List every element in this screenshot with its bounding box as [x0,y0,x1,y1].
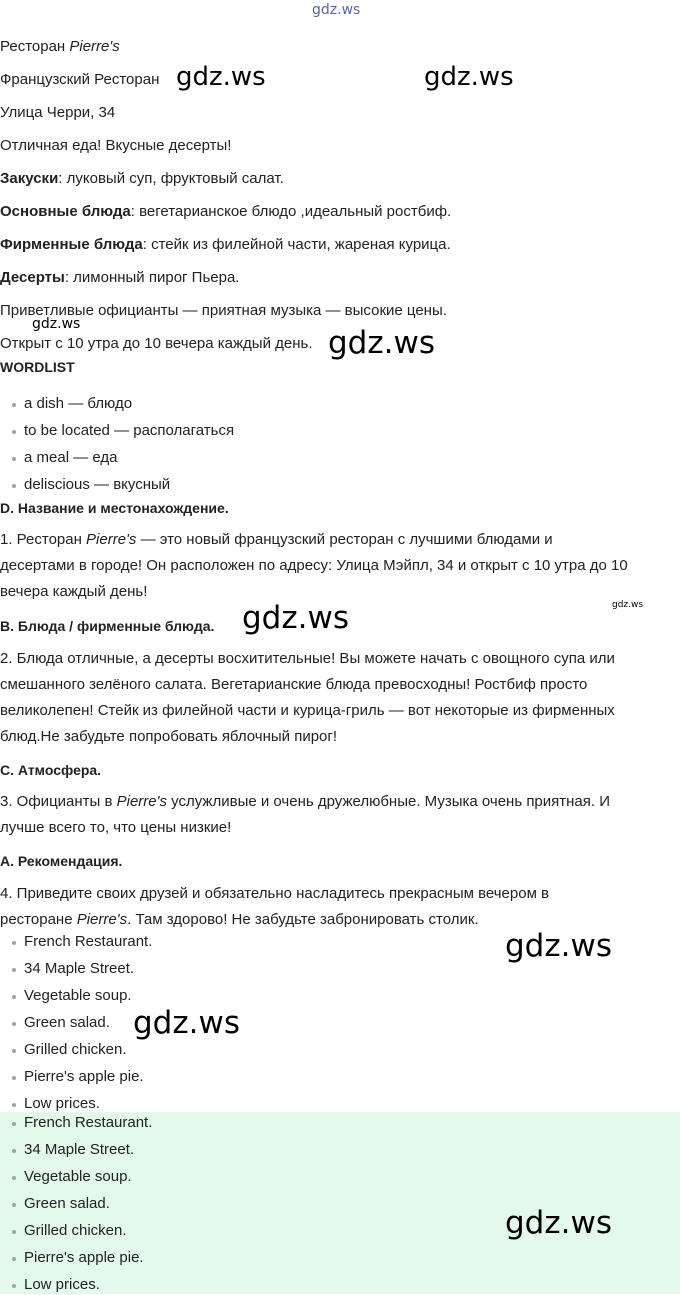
paragraph-2-line-3: великолепен! Стейк из филейной части и курица-гриль — вот некоторые из фирменных [0,702,615,719]
answer-item-highlighted: Green salad. [24,1195,110,1212]
answer-item-highlighted: Low prices. [24,1276,100,1293]
paragraph-3-line-2: лучше всего то, что цены низкие! [0,819,232,836]
top-watermark: gdz.ws [312,2,361,18]
paragraph-1-line-2: десертами в городе! Он расположен по адресу: Улица Мэйпл, 34 и открыт с 10 утра до 10 [0,557,628,574]
bullet [12,403,16,407]
watermark: gdz.ws [505,928,612,964]
watermark: gdz.ws [505,1205,612,1241]
bullet [12,1022,16,1026]
watermark: gdz.ws [242,600,349,636]
restaurant-name: Ресторан Pierre's [0,38,120,55]
section-c-title: C. Атмосфера. [0,762,102,778]
bullet [12,1176,16,1180]
hours-line: Открыт с 10 утра до 10 вечера каждый день. [0,335,313,352]
wordlist-item: a meal — еда [24,449,118,466]
answer-item: Pierre's apple pie. [24,1068,144,1085]
section-b-title: B. Блюда / фирменные блюда. [0,618,215,634]
wordlist-item: deliscious — вкусный [24,476,171,493]
tagline: Отличная еда! Вкусные десерты! [0,137,232,154]
bullet [12,1257,16,1261]
paragraph-2-line-1: 2. Блюда отличные, а десерты восхитительные! Вы можете начать с овощного супа или [0,650,615,667]
watermark: gdz.ws [328,325,435,361]
restaurant-type: Французский Ресторан [0,71,160,88]
paragraph-2-line-4: блюд.Не забудьте попробовать яблочный пирог! [0,728,338,745]
paragraph-4-line-1: 4. Приведите своих друзей и обязательно насладитесь прекрасным вечером в [0,885,550,902]
paragraph-4-line-2: ресторане Pierre's. Там здорово! Не забудьте забронировать столик. [0,911,479,928]
bullet [12,484,16,488]
bullet [12,457,16,461]
answer-item: 34 Maple Street. [24,960,135,977]
answer-item-highlighted: Vegetable soup. [24,1168,132,1185]
answer-item: Grilled chicken. [24,1041,127,1058]
wordlist-item: to be located — располагаться [24,422,235,439]
watermark: gdz.ws [133,1005,240,1041]
bullet [12,1049,16,1053]
bullet [12,995,16,999]
bullet [12,1103,16,1107]
answer-item: Vegetable soup. [24,987,132,1004]
menu-item: Фирменные блюда: стейк из филейной части, жареная курица. [0,236,451,253]
answer-item: Green salad. [24,1014,110,1031]
answer-item: Low prices. [24,1095,100,1112]
wordlist-title: WORDLIST [0,359,75,375]
bullet [12,1203,16,1207]
paragraph-3: 3. Официанты в Pierre's услужливые и очень дружелюбные. Музыка очень приятная. И [0,793,611,810]
section-d-title: D. Название и местонахождение. [0,500,229,516]
wordlist-item: a dish — блюдо [24,395,133,412]
bullet [12,1284,16,1288]
bullet [12,1149,16,1153]
restaurant-address: Улица Черри, 34 [0,104,116,121]
answer-item-highlighted: French Restaurant. [24,1114,153,1131]
paragraph-1: 1. Ресторан Pierre's — это новый французский ресторан с лучшими блюдами и [0,531,553,548]
bullet [12,1122,16,1126]
menu-item: Десерты: лимонный пирог Пьера. [0,269,240,286]
bullet [12,1076,16,1080]
watermark: gdz.ws [176,62,266,92]
menu-item: Закуски: луковый суп, фруктовый салат. [0,170,284,187]
answer-item: French Restaurant. [24,933,153,950]
section-a-title: A. Рекомендация. [0,853,123,869]
answer-item-highlighted: Pierre's apple pie. [24,1249,144,1266]
watermark: gdz.ws [32,316,81,332]
watermark: gdz.ws [612,600,644,610]
watermark: gdz.ws [424,62,514,92]
bullet [12,430,16,434]
bullet [12,1230,16,1234]
menu-item: Основные блюда: вегетарианское блюдо ,идеальный ростбиф. [0,203,452,220]
bullet [12,941,16,945]
answer-item-highlighted: 34 Maple Street. [24,1141,135,1158]
paragraph-2-line-2: смешанного зелёного салата. Вегетарианские блюда превосходны! Ростбиф просто [0,676,588,693]
friendly-line: Приветливые официанты — приятная музыка — высокие цены. [0,302,447,319]
answer-item-highlighted: Grilled chicken. [24,1222,127,1239]
paragraph-1-line-3: вечера каждый день! [0,583,148,600]
bullet [12,968,16,972]
